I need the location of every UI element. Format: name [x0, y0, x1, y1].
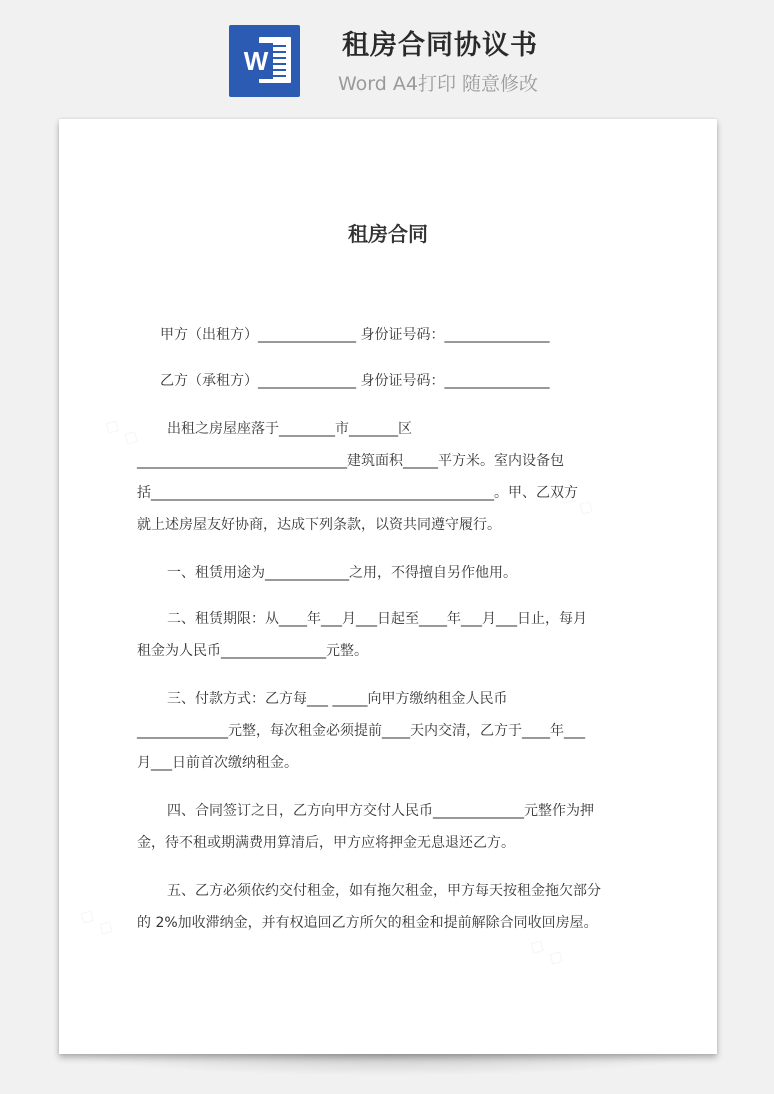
header [0, 0, 774, 110]
watermark [525, 931, 569, 970]
paragraph-line: 出租之房屋座落于________市_______区 [167, 421, 412, 437]
clause-5-line: 的 2%加收滞纳金，并有权追回乙方所欠的租金和提前解除合同收回房屋。 [137, 915, 598, 931]
clause-1-line: 一、租赁用途为____________之用，不得擅自另作他用。 [167, 565, 517, 581]
header-title: 租房合同协议书 [342, 30, 538, 61]
clause-4-line: 四、合同签订之日，乙方向甲方交付人民币_____________元整作为押 [167, 803, 594, 819]
header-subtitle: Word A4打印 随意修改 [337, 73, 538, 95]
word-icon [229, 25, 300, 97]
document-page [59, 119, 717, 1054]
party-a-line: 甲方（出租方）______________ 身份证号码：_______________ [160, 327, 550, 343]
clause-4-line: 金，待不租或期满费用算清后，甲方应将押金无息退还乙方。 [137, 835, 515, 851]
clause-3-line: _____________元整，每次租金必须提前____天内交清，乙方于____年___ [137, 723, 585, 739]
page-shadow [68, 1054, 708, 1076]
clause-2-line: 二、租赁期限：从____年___月___日起至____年___月___日止，每月 [167, 611, 587, 627]
clause-2-line: 租金为人民币_______________元整。 [137, 643, 368, 659]
watermark [100, 411, 144, 450]
clause-5-line: 五、乙方必须依约交付租金，如有拖欠租金，甲方每天按租金拖欠部分 [167, 883, 601, 899]
word-icon-letter: W [239, 43, 273, 79]
paragraph-line: 就上述房屋友好协商，达成下列条款，以资共同遵守履行。 [137, 517, 501, 533]
document-title: 租房合同 [348, 222, 428, 246]
party-b-line: 乙方（承租方）______________ 身份证号码：_______________ [160, 373, 550, 389]
paragraph-line: 括_________________________________________________。甲、乙双方 [137, 485, 578, 501]
clause-3-line: 三、付款方式：乙方每___ _____向甲方缴纳租金人民币 [167, 691, 508, 707]
watermark [75, 901, 119, 940]
paragraph-line: ______________________________建筑面积_____平方米。室内设备包 [137, 453, 564, 469]
clause-3-line: 月___日前首次缴纳租金。 [137, 755, 298, 771]
